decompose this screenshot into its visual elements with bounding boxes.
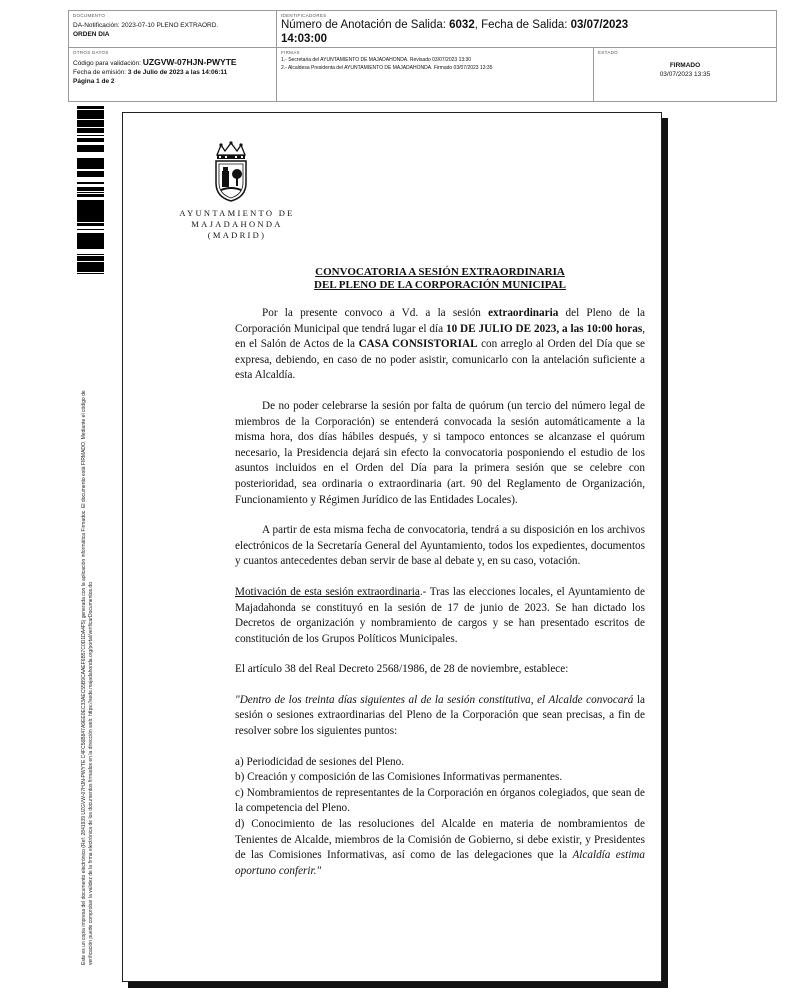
identificadores-cell xyxy=(277,11,776,48)
firma-2: 2.- Alcaldesa Presidenta del AYUNTAMIENTO DE MAJADAHONDA. Firmado 03/07/2023 13:35 xyxy=(281,64,493,71)
anotacion-fecha: 03/07/2023 xyxy=(570,19,629,31)
paragraph-cita xyxy=(235,693,645,740)
paragraph-quorum: De no poder celebrarse la sesión por falta de quórum (un tercio del número legal de miembros de la Corporación) se entenderá convocada la sesión automáticamente a la misma hora, dos días hábiles después, y si tampoco entonces se alcanzase el quórum necesario, la Presidencia dejará sin efecto la convocatoria posponiendo el estudio de los asuntos incluidos en el Orden del Día para la primera sesión que se celebre con posterioridad, sea ordinaria o extraordinaria (art. 90 del Reglamento de Organización, Funcionamiento y Régimen Jurídico de las Entidades Locales). xyxy=(235,399,645,506)
signature-header-table xyxy=(68,10,777,102)
anotacion-hora: 14:03:00 xyxy=(281,33,328,45)
item-d-text: d) Conocimiento de las resoluciones del Alcalde en materia de nombramientos de Tenientes de Alcalde, miembros de la Comisión de Gobierno, si debe existir, y Presidentes de las Comisiones Informativas, así como de las delegaciones que la xyxy=(235,818,645,862)
emision-value: 3 de Julio de 2023 a las 14:06:11 xyxy=(127,69,228,76)
identificadores-label: IDENTIFICADORES xyxy=(281,13,327,18)
title-line2: DEL PLENO DE LA CORPORACIÓN MUNICIPAL xyxy=(314,279,566,291)
side-line1: Este es un copia impresa del documento electrónico (Ref: 2841939 UZGVW-07HJN-PWYTE C4FC56B847A9EE0EC33AEC55B9CAAEF6B57C0D1DA4F5) generada con la aplicación informática Firmadoc. El documento está FIRMADO. Mediante el código de xyxy=(81,390,87,965)
letterhead-line1: AYUNTAMIENTO DE xyxy=(179,208,295,218)
letterhead xyxy=(170,208,304,241)
firmas-label: FIRMAS xyxy=(281,50,300,55)
p1-text-a: Por la presente convoco a Vd. a la sesión xyxy=(262,307,489,319)
documento-line2: ORDEN DIA xyxy=(73,31,110,38)
barcode-icon xyxy=(77,106,104,276)
documento-cell xyxy=(69,11,277,48)
letterhead-line2: MAJADAHONDA xyxy=(191,219,283,229)
firmas-cell xyxy=(277,48,594,101)
anotacion-prefix: Número de Anotación de Salida: xyxy=(281,19,450,31)
estado-cell xyxy=(594,48,776,101)
p1-bold-date: 10 DE JULIO DE 2023, a las 10:00 horas xyxy=(445,322,643,335)
anotacion-mid: , Fecha de Salida: xyxy=(474,19,571,31)
letterhead-line3: (MADRID) xyxy=(207,230,267,240)
documento-label: DOCUMENTO xyxy=(73,13,106,18)
paragraph-articulo: El artículo 38 del Real Decreto 2568/1986, de 28 de noviembre, establece: xyxy=(235,663,569,676)
title-line1: CONVOCATORIA A SESIÓN EXTRAORDINARIA xyxy=(315,266,565,278)
cita-text: la sesión o sesiones extraordinarias del Pleno de la Corporación que sean precisas, a fin de resolver sobre los siguientes puntos: xyxy=(235,693,646,738)
paragraph-archivos: A partir de esta misma fecha de convocatoria, tendrá a su disposición en los archivos electrónicos de la Secretaría General del Ayuntamiento, todos los expedientes, documentos y cuantos antecedentes deban servir de base al debate y, en su caso, votación. xyxy=(235,524,645,568)
side-line2: verificación puede comprobar la validez de la firma electrónica de los documentos firmados en la dirección web: https://sede.majadahonda.org/portal/verificarDocumentos.do xyxy=(88,582,94,965)
anotacion-number: 6032 xyxy=(449,19,475,31)
motivacion-label: Motivación de esta sesión extraordinaria xyxy=(235,585,420,598)
estado-value: FIRMADO xyxy=(669,62,701,69)
otros-label: OTROS DATOS xyxy=(73,50,109,55)
estado-fecha: 03/07/2023 13:35 xyxy=(659,71,711,78)
codigo-value[interactable]: UZGVW-07HJN-PWYTE xyxy=(142,57,237,67)
firma-1: 1.- Secretaria del AYUNTAMIENTO DE MAJADAHONDA. Revisado 03/07/2023 13:30 xyxy=(281,57,472,63)
motivacion-text: .- Tras las elecciones locales, el Ayuntamiento de Majadahonda se constituyó en la sesión de 17 de junio de 2023. Se han dictado los Decretos de organización y nombramiento de cargos y se han presentado escritos de constitución de los Grupos Políticos Municipales. xyxy=(235,585,645,645)
page-count: Página 1 de 2 xyxy=(73,78,115,85)
list-item-c: c) Nombramientos de representantes de la Corporación en órganos colegiados, que sean de la competencia del Pleno. xyxy=(235,786,645,815)
emision-label: Fecha de emisión: xyxy=(73,69,128,76)
document-title xyxy=(235,266,645,292)
paragraph-motivacion xyxy=(235,585,645,647)
p1-bold-casa: CASA CONSISTORIAL xyxy=(358,338,478,351)
cita-italic: "Dentro de los treinta días siguientes al de la sesión constitutiva, el Alcalde convocará xyxy=(235,693,634,706)
verification-side-text xyxy=(81,285,95,965)
otros-datos-cell xyxy=(69,48,277,101)
p1-bold-extraordinaria: extraordinaria xyxy=(488,307,559,319)
item-d-italic: Alcaldía estima oportuno conferir." xyxy=(235,849,645,877)
codigo-label: Código para validación: xyxy=(73,60,143,67)
paragraph-convocatoria xyxy=(235,306,645,384)
list-item-a: a) Periodicidad de sesiones del Pleno. xyxy=(235,755,405,768)
document-body xyxy=(235,306,645,879)
estado-label: ESTADO xyxy=(598,50,618,55)
list-item-d xyxy=(235,817,645,879)
p1-text-c: del Pleno de la Corporación Municipal que tendrá lugar el día xyxy=(235,307,645,335)
p1-text-e: , en el Salón de Actos de la xyxy=(235,322,645,351)
documento-line1: DA-Notificación: 2023-07-10 PLENO EXTRAORD. xyxy=(73,22,219,29)
coat-of-arms-icon xyxy=(211,141,251,203)
p1-text-g: con arreglo al Orden del Día que se expresa, debiendo, en caso de no poder asistir, comunicarlo con la antelación suficiente a esta Alcaldía. xyxy=(235,338,646,382)
list-item-b: b) Creación y composición de las Comisiones Informativas permanentes. xyxy=(235,771,563,784)
